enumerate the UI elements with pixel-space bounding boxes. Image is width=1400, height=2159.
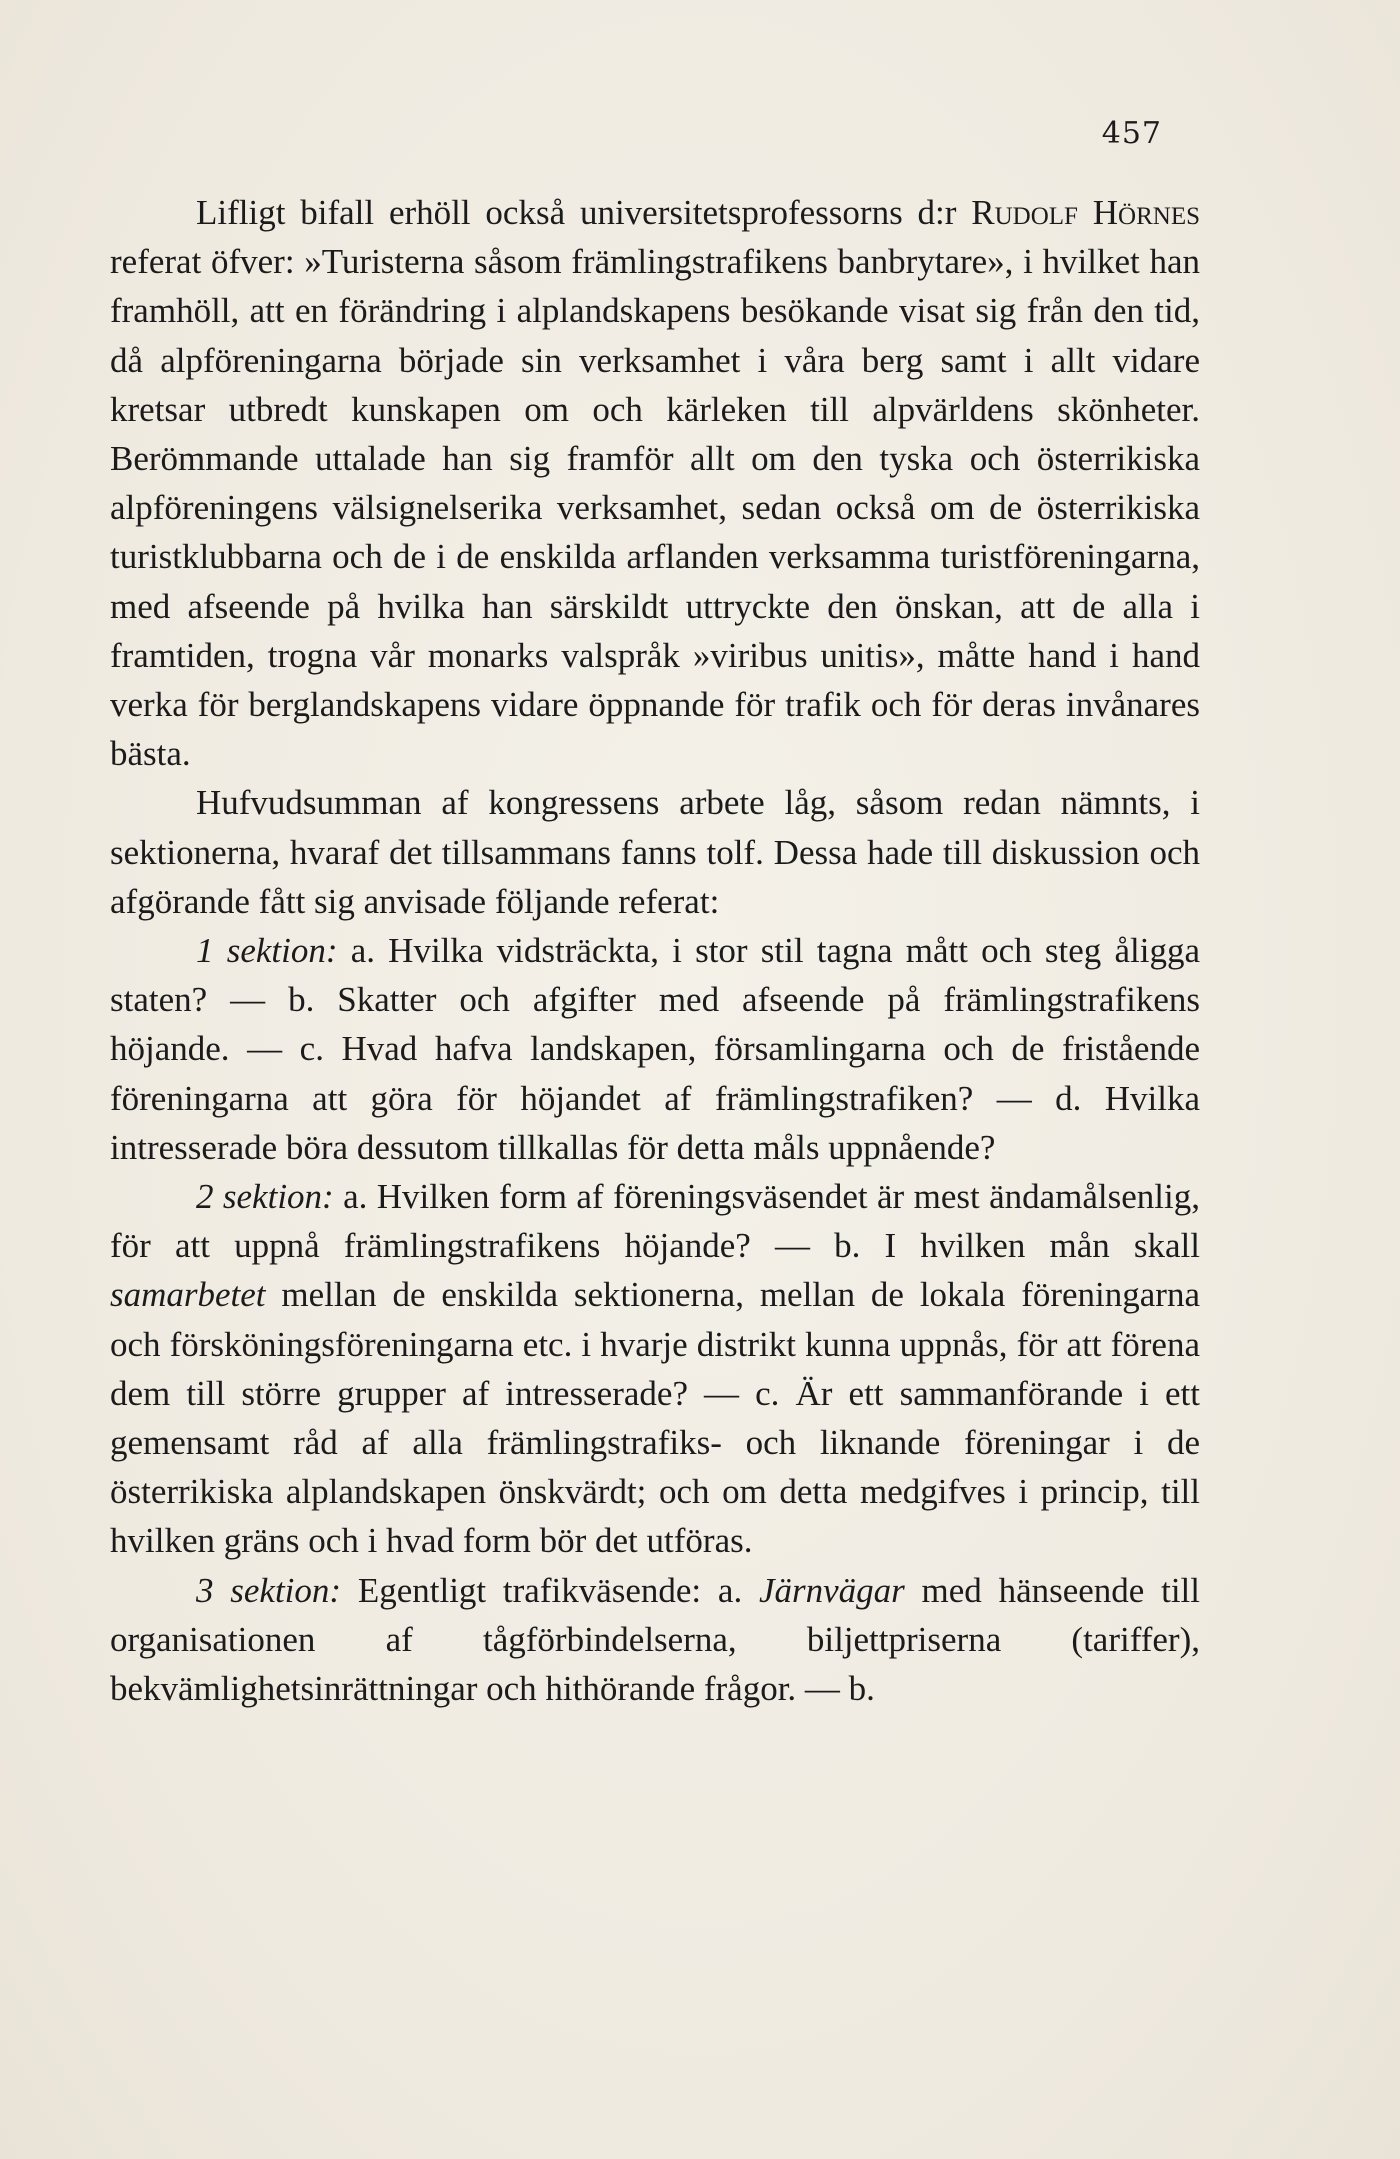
paragraph-2-text: Hufvudsumman af kongressens arbete låg, såsom redan nämnts, i sektionerna, hvaraf det tillsammans fanns tolf. Dessa hade till diskussion och afgörande fått sig anvisade följande referat:: [110, 783, 1200, 921]
paragraph-1-start: Lifligt bifall erhöll också universitetsprofessorns d:r: [196, 193, 972, 232]
paragraph-section-2: [110, 1172, 1200, 1566]
section-2-text-b: mellan de enskilda sektionerna, mellan de lokala föreningarna och försköningsföreningarna etc. i hvarje distrikt kunna uppnås, för att förena dem till större grupper af intresserade? — c. Är ett sammanförande i ett gemensamt råd af alla främlingstrafiks- och liknande föreningar i de österrikiska alplandskapen önskvärdt; och om detta medgifves i princip, till hvilken gräns och i hvad form bör det utföras.: [110, 1275, 1200, 1561]
paragraph-section-1: [110, 926, 1200, 1172]
paragraph-hornes-referat: [110, 188, 1200, 778]
section-1-label: 1 sektion:: [196, 931, 338, 971]
page-number: 457: [1101, 116, 1162, 151]
body-text: [110, 188, 1200, 1713]
paragraph-kongress-summary: [110, 778, 1200, 926]
section-2-emphasis: samarbetet: [110, 1275, 266, 1315]
section-1-text: a. Hvilka vidsträckta, i stor stil tagna mått och steg åligga staten? — b. Skatter och afgifter med afseende på främlingstrafikens höjande. — c. Hvad hafva landskapen, församlingarna och de fristående föreningarna att göra för höjandet af främlingstrafiken? — d. Hvilka intresserade böra dessutom tillkallas för detta måls uppnående?: [110, 931, 1201, 1167]
section-2-text-a: a. Hvilken form af föreningsväsendet är mest ändamålsenlig, för att uppnå främlingstrafikens höjande? — b. I hvilken mån skall: [110, 1177, 1201, 1266]
section-2-label: 2 sektion:: [196, 1177, 334, 1217]
author-name: Rudolf Hörnes: [971, 193, 1201, 232]
section-3-emphasis: Järnvägar: [758, 1570, 905, 1610]
paragraph-1-rest: referat öfver: »Turisterna såsom främlingstrafikens banbrytare», i hvilket han framhöll, att en förändring i alplandskapens besökande visat sig från den tid, då alpföreningarna började sin verksamhet i våra berg samt i allt vidare kretsar utbredt kunskapen om och kärleken till alpvärldens skönheter. Berömmande uttalade han sig framför allt om den tyska och österrikiska alpföreningens välsignelserika verksamhet, sedan också om de österrikiska turistklubbarna och de i de enskilda arflanden verksamma turistföreningarna, med afseende på hvilka han särskildt uttryckte den önskan, att de alla i framtiden, trogna vår monarks valspråk »viribus unitis», måtte hand i hand verka för berglandskapens vidare öppnande för trafik och för deras invånares bästa.: [110, 242, 1200, 774]
section-3-text-b: med hänseende till organisationen af tågförbindelserna, biljettpriserna (tariffer), bekvämlighetsinrättningar och hithörande frågor. — b.: [110, 1570, 1200, 1709]
section-3-text-a: Egentligt trafikväsende: a.: [341, 1570, 759, 1610]
paragraph-section-3: [110, 1566, 1200, 1714]
section-3-label: 3 sektion:: [196, 1570, 342, 1610]
